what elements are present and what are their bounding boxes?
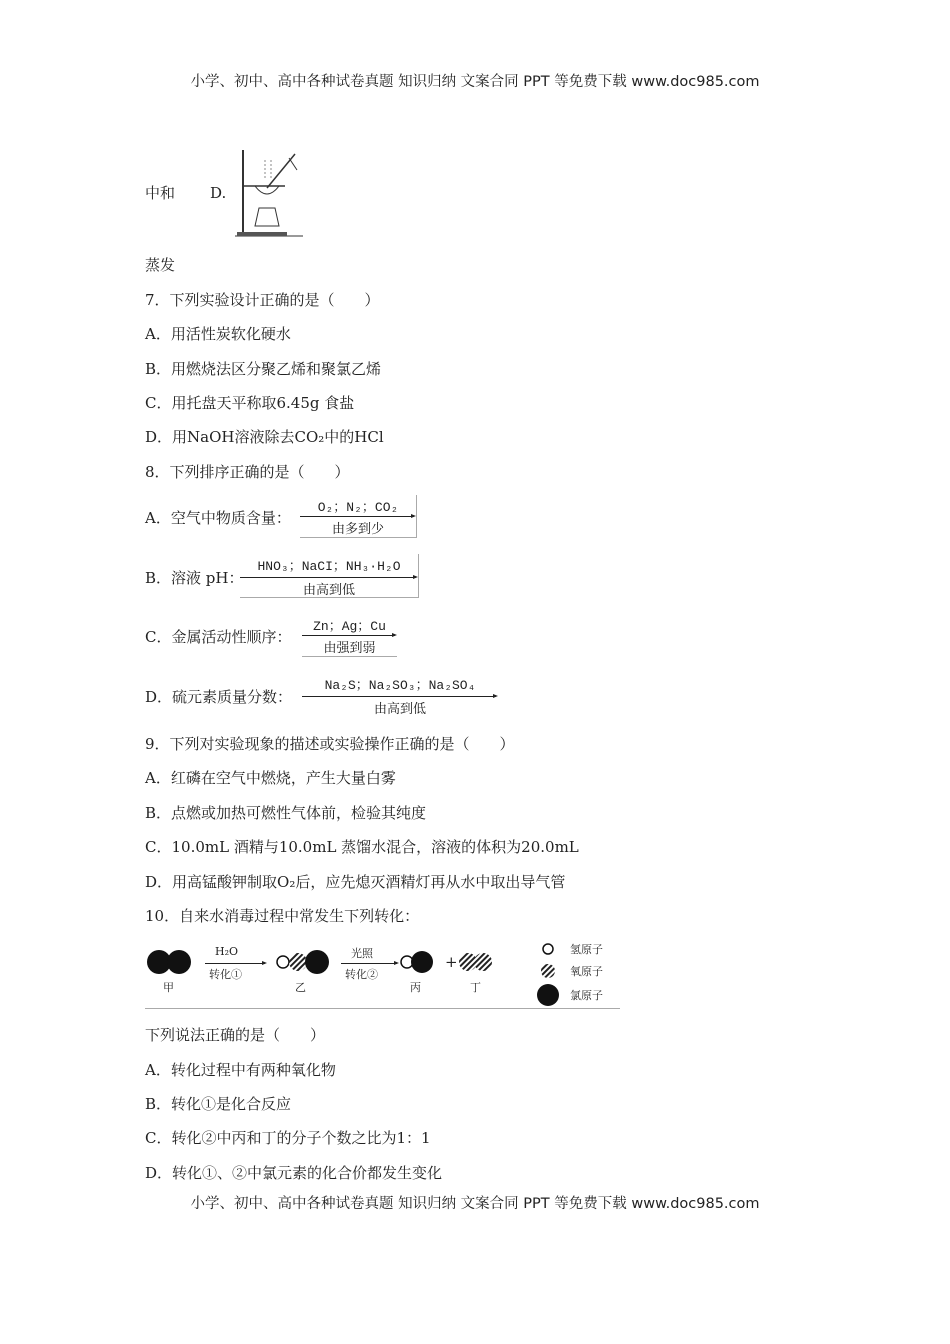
page-footer: 小学、初中、高中各种试卷真题 知识归纳 文案合同 PPT 等免费下载 www.doc985.com [190,1196,760,1212]
q7-stem: 7．下列实验设计正确的是（ ） [145,291,380,309]
molecule-diagram [145,935,620,1009]
page-header: 小学、初中、高中各种试卷真题 知识归纳 文案合同 PPT 等免费下载 www.doc985.com [190,74,760,90]
q8-c-sequence: Zn；Ag；Cu [313,619,386,634]
arrow1-label: 转化① [209,968,242,981]
q8-a-order: 由多到少 [331,522,384,537]
q10-option-b: B．转化①是化合反应 [145,1095,292,1113]
arrow2-condition: 光照 [351,947,373,960]
plus-sign: + [445,953,458,971]
arrow [240,577,416,578]
arrow2-label: 转化② [345,968,378,981]
option-d-caption: 蒸发 [145,256,176,274]
q10-option-c: C．转化②中丙和丁的分子个数之比为1：1 [145,1129,431,1147]
q8-stem: 8．下列排序正确的是（ ） [145,463,350,481]
legend-chlorine: 氯原子 [570,989,603,1002]
legend-hydrogen: 氢原子 [570,943,603,956]
q10-option-d: D．转化①、②中氯元素的化合价都发生变化 [145,1164,443,1182]
legend-oxygen: 氧原子 [570,965,603,978]
evaporation-apparatus-image [235,148,305,240]
arrow [300,516,414,517]
q9-stem: 9．下列对实验现象的描述或实验操作正确的是（ ） [145,735,515,753]
arrow [302,635,395,636]
q10-option-a: A．转化过程中有两种氧化物 [145,1061,336,1079]
q8-option-b: B．溶液 pH： [145,569,244,587]
label-jia: 甲 [163,981,174,994]
arrow1-reagent: H₂O [215,945,239,958]
q9-option-c: C．10.0mL 酒精与10.0mL 蒸馏水混合，溶液的体积为20.0mL [145,838,579,856]
label-ding: 丁 [470,981,481,994]
q9-option-a: A．红磷在空气中燃烧，产生大量白雾 [145,769,396,787]
q8-option-d: D．硫元素质量分数： [145,688,293,706]
q8-b-order: 由高到低 [302,583,355,598]
option-d-label: D. [210,184,227,202]
label-bing: 丙 [410,981,421,994]
q10-stem: 10．自来水消毒过程中常发生下列转化： [145,907,420,925]
q9-option-d: D．用高锰酸钾制取O₂后，应先熄灭酒精灯再从水中取出导气管 [145,873,566,891]
arrow [302,696,496,697]
q7-option-a: A．用活性炭软化硬水 [145,325,291,343]
q8-d-order: 由高到低 [373,702,426,717]
q9-option-b: B．点燃或加热可燃性气体前，检验其纯度 [145,804,427,822]
q8-b-sequence: HNO₃；NaCI；NH₃·H₂O [257,559,401,574]
q8-a-sequence: O₂；N₂；CO₂ [317,500,399,515]
q8-c-order: 由强到弱 [323,641,376,656]
label-yi: 乙 [295,981,306,994]
q8-d-sequence: Na₂S；Na₂SO₃；Na₂SO₄ [324,678,476,693]
q8-option-c: C．金属活动性顺序： [145,628,292,646]
q7-option-c: C．用托盘天平称取6.45g 食盐 [145,394,355,412]
q7-option-d: D．用NaOH溶液除去CO₂中的HCl [145,428,384,446]
q7-option-b: B．用燃烧法区分聚乙烯和聚氯乙烯 [145,360,382,378]
q8-option-a: A．空气中物质含量： [145,509,291,527]
option-c-label: 中和 [145,184,176,202]
q10-sub-stem: 下列说法正确的是（ ） [145,1026,326,1044]
